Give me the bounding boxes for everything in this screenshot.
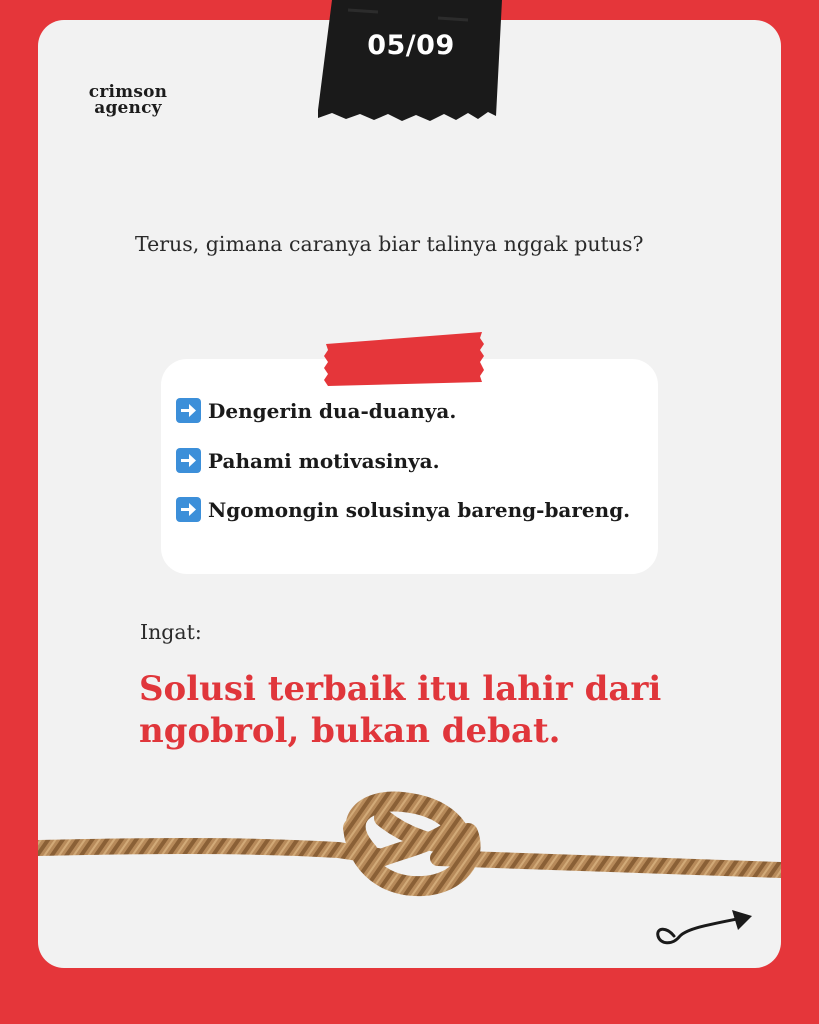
page-counter: 05/09 bbox=[367, 30, 455, 61]
tip-item-1 bbox=[176, 398, 456, 423]
tip-label: Ngomongin solusinya bareng-bareng. bbox=[208, 497, 631, 522]
next-slide-arrow-icon[interactable] bbox=[652, 906, 756, 954]
logo-line-2: agency bbox=[94, 98, 162, 118]
red-tape-decoration bbox=[322, 332, 484, 386]
tip-item-2 bbox=[176, 448, 440, 473]
tip-label: Pahami motivasinya. bbox=[208, 448, 440, 473]
crimson-agency-logo bbox=[80, 84, 176, 116]
highlight-quote bbox=[139, 668, 699, 752]
right-arrow-icon bbox=[176, 398, 201, 423]
logo-line-1: crimson bbox=[88, 82, 168, 102]
knotted-rope-image bbox=[38, 788, 781, 908]
black-tape-decoration bbox=[318, 0, 504, 126]
right-arrow-icon bbox=[176, 497, 201, 522]
tip-label: Dengerin dua-duanya. bbox=[208, 398, 457, 423]
tip-item-3 bbox=[176, 497, 630, 522]
reminder-label: Ingat: bbox=[140, 620, 202, 644]
highlight-line-2: ngobrol, bukan debat. bbox=[139, 711, 561, 751]
right-arrow-icon bbox=[176, 448, 201, 473]
highlight-line-1: Solusi terbaik itu lahir dari bbox=[139, 669, 662, 709]
question-text: Terus, gimana caranya biar talinya nggak putus? bbox=[135, 232, 644, 256]
